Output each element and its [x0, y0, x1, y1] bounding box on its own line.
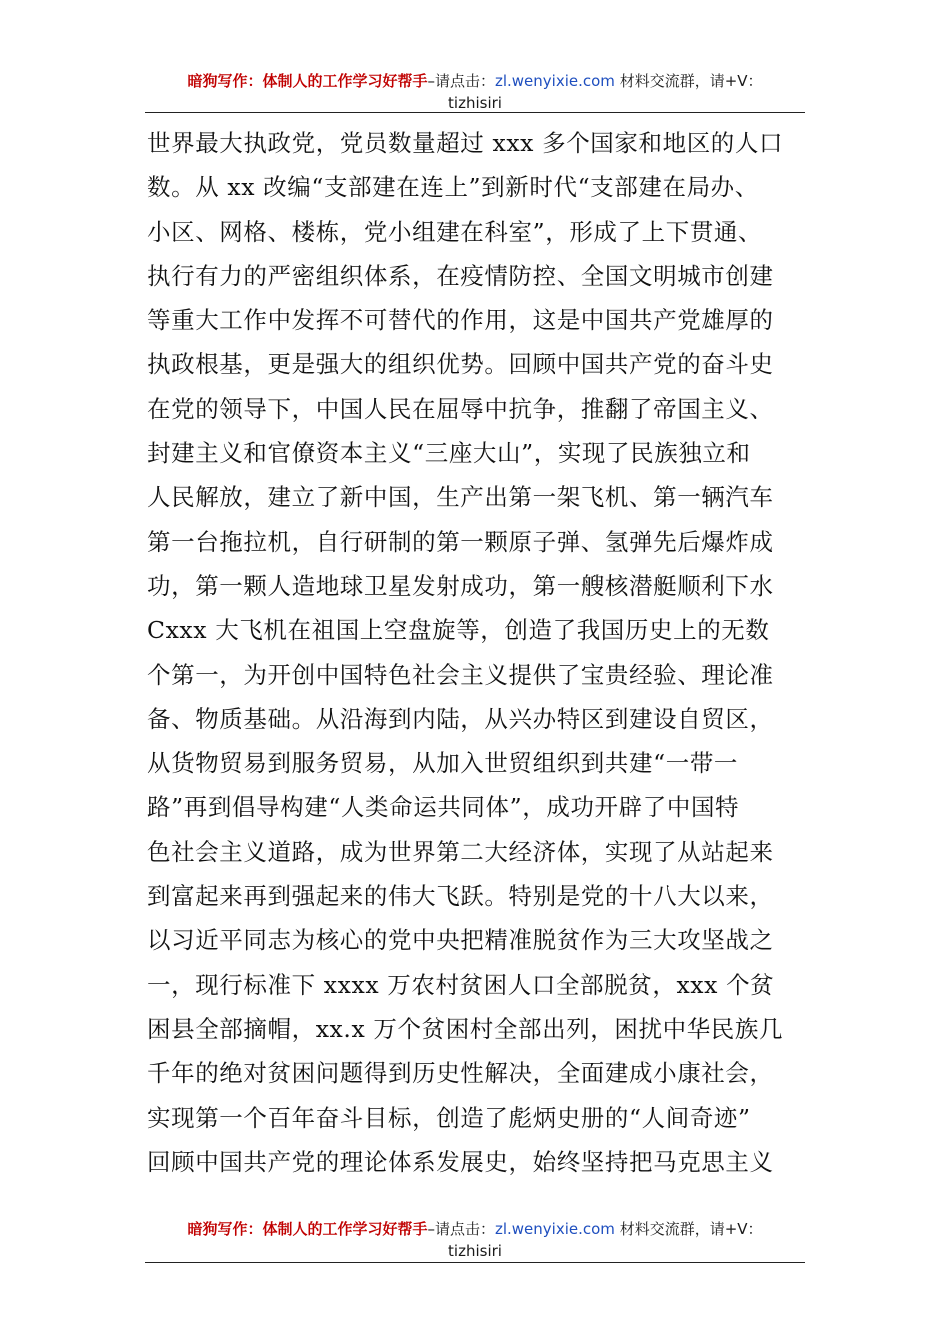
header-prompt: –请点击： [427, 72, 495, 90]
document-body [147, 121, 817, 1184]
footer-prompt: –请点击： [427, 1220, 495, 1238]
footer-brand: 暗狗写作：体制人的工作学习好帮手 [187, 1220, 428, 1238]
body-line: 备、物质基础。从沿海到内陆，从兴办特区到建设自贸区， [147, 704, 774, 733]
body-line: 人民解放，建立了新中国，生产出第一架飞机、第一辆汽车 [147, 483, 774, 512]
body-line: 从货物贸易到服务贸易，从加入世贸组织到共建“一带一 [147, 749, 739, 778]
header-line-1 [145, 70, 805, 92]
body-line: 回顾中国共产党的理论体系发展史，始终坚持把马克思主义 [147, 1147, 774, 1176]
body-line: 以习近平同志为核心的党中央把精准脱贫作为三大攻坚战之 [147, 926, 774, 955]
footer-suffix: 材料交流群，请+V： [614, 1220, 763, 1238]
body-line: 色社会主义道路，成为世界第二大经济体，实现了从站起来 [147, 837, 774, 866]
header-wechat: tizhisiri [448, 94, 502, 112]
body-line: 困县全部摘帽，xx.x 万个贫困村全部出列，困扰中华民族几 [147, 1014, 784, 1043]
body-line: Cxxx 大飞机在祖国上空盘旋等，创造了我国历史上的无数 [147, 616, 770, 645]
body-line: 世界最大执政党，党员数量超过 xxx 多个国家和地区的人口 [147, 129, 784, 157]
footer-divider [145, 1262, 805, 1263]
body-line: 执政根基，更是强大的组织优势。回顾中国共产党的奋斗史 [147, 350, 774, 379]
body-line: 功，第一颗人造地球卫星发射成功，第一艘核潜艇顺利下水 [147, 571, 774, 600]
body-line: 到富起来再到强起来的伟大飞跃。特别是党的十八大以来， [147, 882, 774, 911]
header-divider [145, 112, 805, 113]
body-line: 数。从 xx 改编“支部建在连上”到新时代“支部建在局办、 [147, 173, 759, 202]
header-link[interactable]: zl.wenyixie.com [494, 72, 615, 90]
body-line: 执行有力的严密组织体系，在疫情防控、全国文明城市创建 [147, 261, 774, 290]
body-line: 封建主义和官僚资本主义“三座大山”，实现了民族独立和 [147, 439, 751, 468]
footer-wechat: tizhisiri [448, 1242, 502, 1260]
body-line: 小区、网格、楼栋，党小组建在科室”，形成了上下贯通、 [147, 217, 763, 246]
footer-banner [145, 1218, 805, 1262]
body-line: 在党的领导下，中国人民在屈辱中抗争，推翻了帝国主义、 [147, 394, 774, 423]
body-line: 实现第一个百年奋斗目标，创造了彪炳史册的“人间奇迹” [147, 1103, 751, 1132]
header-banner [145, 70, 805, 114]
body-line: 千年的绝对贫困问题得到历史性解决，全面建成小康社会， [147, 1059, 774, 1088]
header-suffix: 材料交流群，请+V： [614, 72, 763, 90]
header-brand: 暗狗写作：体制人的工作学习好帮手 [187, 72, 428, 90]
body-line: 一，现行标准下 xxxx 万农村贫困人口全部脱贫，xxx 个贫 [147, 970, 775, 999]
body-line: 等重大工作中发挥不可替代的作用，这是中国共产党雄厚的 [147, 306, 774, 335]
body-line: 路”再到倡导构建“人类命运共同体”，成功开辟了中国特 [147, 793, 740, 822]
body-line: 第一台拖拉机，自行研制的第一颗原子弹、氢弹先后爆炸成 [147, 527, 774, 556]
footer-link[interactable]: zl.wenyixie.com [494, 1220, 615, 1238]
body-line: 个第一，为开创中国特色社会主义提供了宝贵经验、理论准 [147, 660, 774, 689]
footer-line-1 [145, 1218, 805, 1240]
